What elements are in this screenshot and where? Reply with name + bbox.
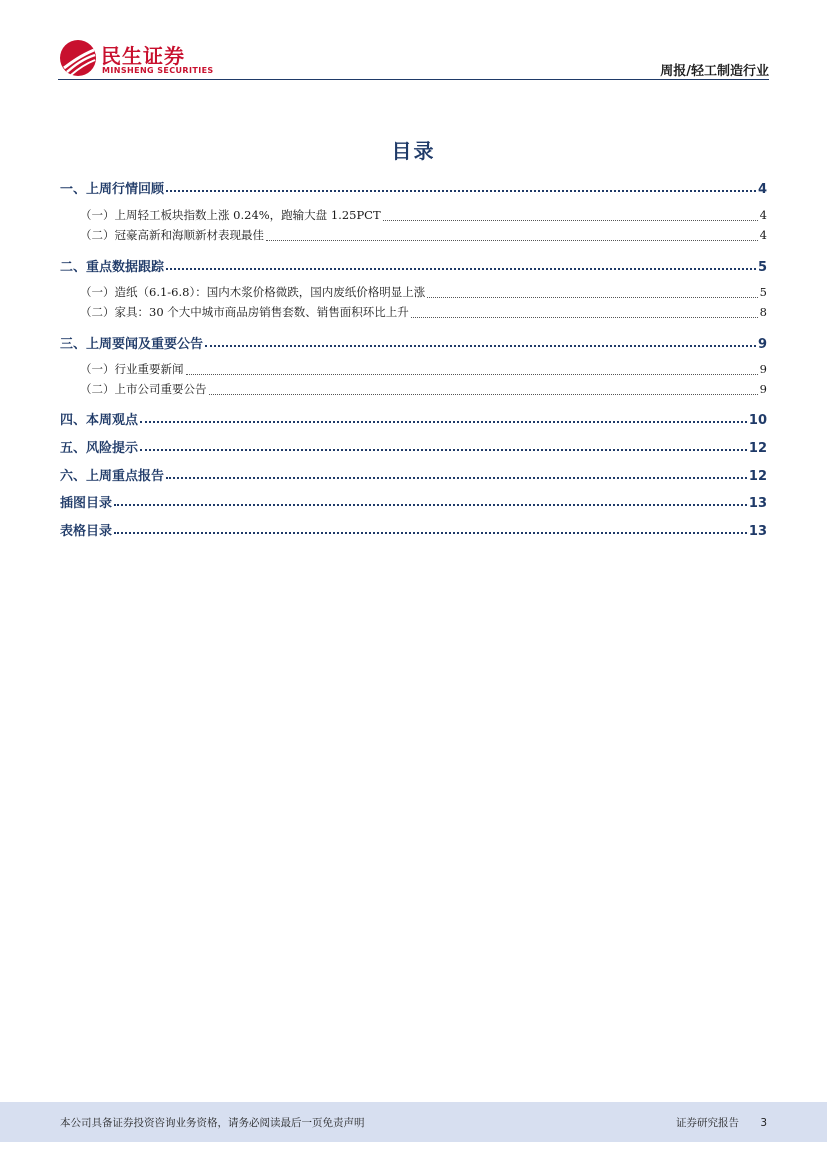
- toc-entry-page: 5: [759, 285, 767, 299]
- toc-entry-page: 4: [757, 182, 767, 197]
- toc-entry-page: 4: [759, 228, 767, 242]
- page-header: [0, 0, 827, 80]
- toc-entry[interactable]: [60, 333, 767, 351]
- toc-leader-dots: [266, 239, 758, 241]
- toc-entry-page: 5: [757, 260, 767, 275]
- report-type: 周报/轻工制造行业: [660, 64, 769, 79]
- footer-info: [676, 1115, 767, 1130]
- toc-entry-page: 10: [748, 413, 767, 428]
- toc-leader-dots: [140, 448, 747, 451]
- toc-leader-dots: [166, 189, 756, 192]
- header-divider: [58, 79, 769, 80]
- footer-disclaimer: 本公司具备证券投资咨询业务资格，请务必阅读最后一页免责声明: [60, 1117, 365, 1129]
- toc-entry-label: （二）家具：30 个大中城市商品房销售套数、销售面积环比上升: [80, 305, 409, 319]
- toc-entry[interactable]: [60, 227, 767, 245]
- toc-entry-page: 4: [759, 208, 767, 222]
- toc-entry[interactable]: [60, 520, 767, 538]
- toc-entry[interactable]: [60, 361, 767, 379]
- footer-page-number: 3: [760, 1117, 767, 1129]
- toc-entry[interactable]: [60, 465, 767, 483]
- toc-entry-label: 五、风险提示: [60, 441, 139, 456]
- toc-entry-label: （一）造纸（6.1-6.8）：国内木浆价格微跌，国内废纸价格明显上涨: [80, 285, 426, 299]
- toc-entry-page: 9: [759, 382, 767, 396]
- toc-leader-dots: [411, 316, 758, 318]
- toc-leader-dots: [205, 344, 756, 347]
- toc-entry-page: 12: [748, 469, 767, 484]
- toc-entry-label: 一、上周行情回顾: [60, 182, 165, 197]
- toc-leader-dots: [209, 393, 758, 395]
- company-logo: [58, 38, 218, 78]
- toc-entry[interactable]: [60, 207, 767, 225]
- toc-entry[interactable]: [60, 437, 767, 455]
- toc-entry-label: （二）冠豪高新和海顺新材表现最佳: [80, 228, 264, 242]
- toc-entry[interactable]: [60, 178, 767, 196]
- footer-doc-type: 证券研究报告: [675, 1117, 739, 1129]
- logo-name-en: MINSHENG SECURITIES: [102, 66, 214, 75]
- toc-entry-page: 13: [748, 496, 767, 511]
- toc-entry-label: 插图目录: [60, 496, 113, 511]
- page-footer: [0, 1102, 827, 1142]
- toc-leader-dots: [114, 531, 747, 534]
- toc-entry-page: 8: [759, 305, 767, 319]
- toc-entry[interactable]: [60, 284, 767, 302]
- toc-entry-page: 12: [748, 441, 767, 456]
- logo-name-cn: 民生证券: [101, 44, 185, 68]
- toc-entry-label: 六、上周重点报告: [60, 469, 165, 484]
- toc-leader-dots: [140, 420, 747, 423]
- toc-leader-dots: [186, 373, 758, 375]
- toc-leader-dots: [383, 219, 758, 221]
- toc-entry-page: 9: [759, 362, 767, 376]
- toc-leader-dots: [114, 503, 747, 506]
- toc-leader-dots: [427, 296, 757, 298]
- toc-entry[interactable]: [60, 304, 767, 322]
- toc-entry[interactable]: [60, 409, 767, 427]
- toc-entry-page: 9: [757, 337, 767, 352]
- toc-entry-label: 二、重点数据跟踪: [60, 260, 165, 275]
- toc-entry-label: 表格目录: [60, 524, 113, 539]
- toc-entry[interactable]: [60, 256, 767, 274]
- toc-entry-label: 三、上周要闻及重要公告: [60, 337, 204, 352]
- toc-entry-label: （二）上市公司重要公告: [80, 382, 207, 396]
- toc-title: 目录: [391, 139, 436, 163]
- toc-entry-page: 13: [748, 524, 767, 539]
- toc-entry[interactable]: [60, 381, 767, 399]
- toc-leader-dots: [166, 267, 756, 270]
- toc-entry-label: （一）上周轻工板块指数上涨 0.24%，跑输大盘 1.25PCT: [80, 208, 381, 222]
- toc-entry-label: 四、本周观点: [60, 413, 139, 428]
- logo-mark-icon: [58, 38, 98, 78]
- toc-leader-dots: [166, 476, 747, 479]
- toc-entry[interactable]: [60, 492, 767, 510]
- toc-entry-label: （一）行业重要新闻: [80, 362, 184, 376]
